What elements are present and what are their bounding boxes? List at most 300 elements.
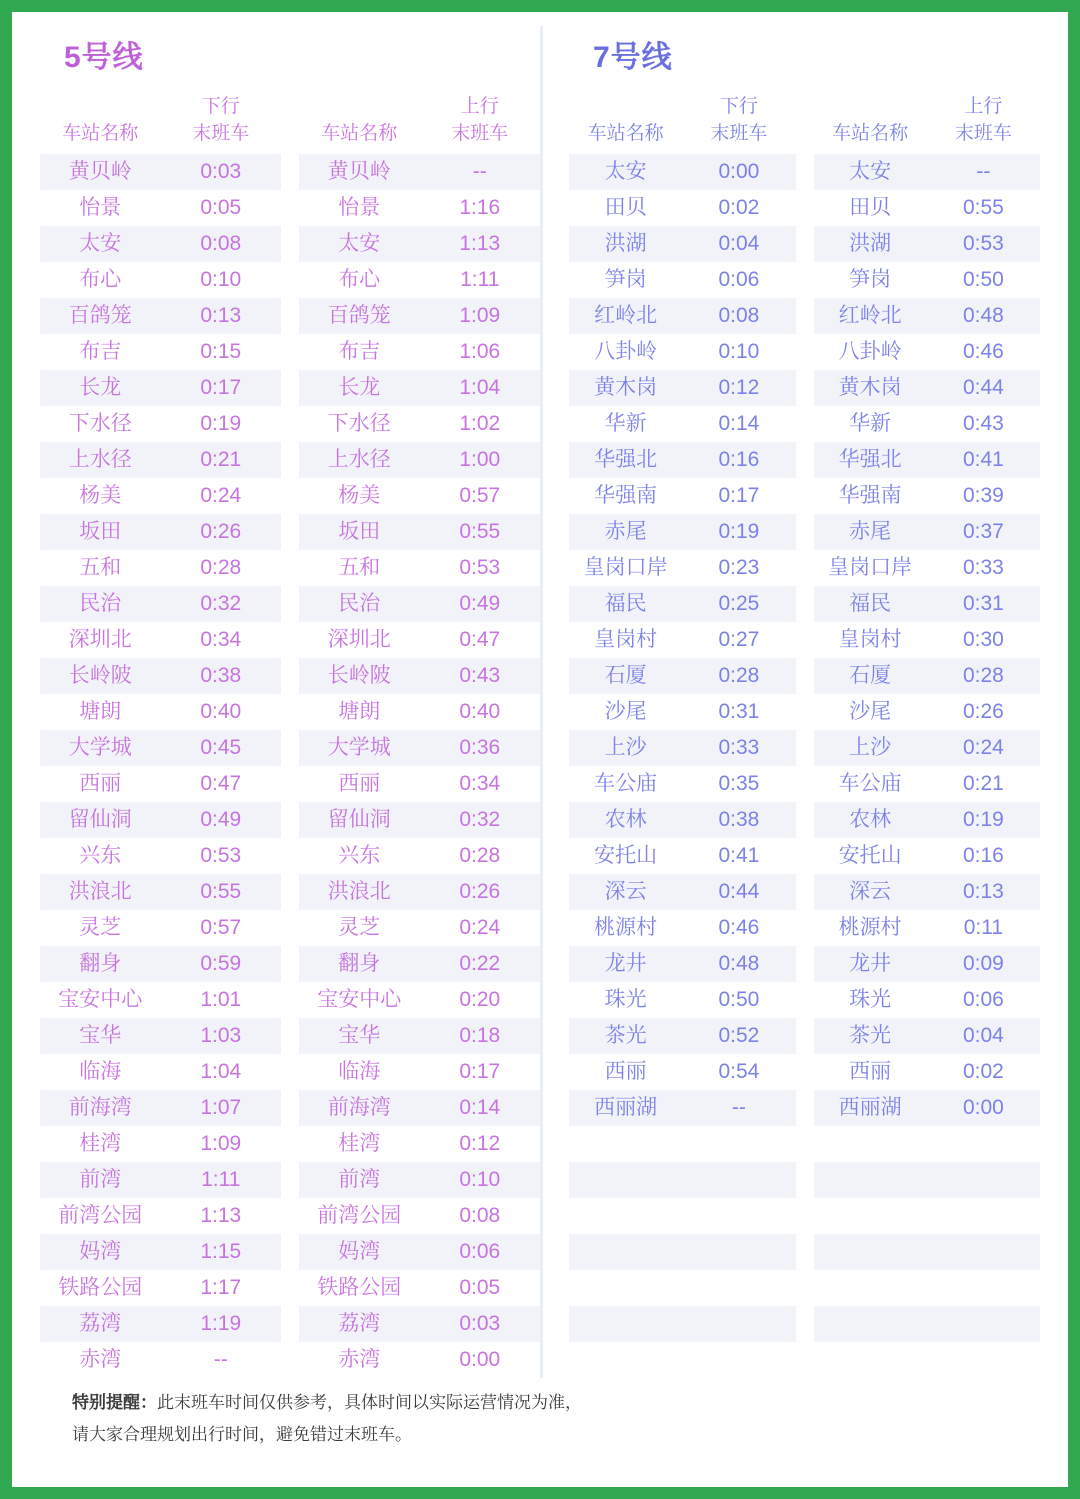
column-gap: [281, 1342, 299, 1378]
last-train-time-down: 0:40: [161, 694, 282, 730]
station-name-down: 茶光: [569, 1018, 682, 1054]
last-train-time-up: 0:43: [420, 658, 541, 694]
last-train-time-up: 0:13: [927, 874, 1040, 910]
table-row: [569, 802, 1040, 838]
station-name-down: 龙井: [569, 946, 682, 982]
table-row: [569, 190, 1040, 226]
last-train-time-down: [682, 1270, 795, 1306]
column-gap: [281, 838, 299, 874]
header-gap-7: [796, 88, 814, 118]
column-gap: [796, 1018, 814, 1054]
last-train-time-up: --: [927, 154, 1040, 190]
column-gap: [281, 622, 299, 658]
last-train-time-down: 0:57: [161, 910, 282, 946]
station-name-down: [569, 1342, 682, 1378]
station-name-down: 妈湾: [40, 1234, 161, 1270]
station-name-up: 妈湾: [299, 1234, 420, 1270]
table-row: [40, 1126, 540, 1162]
last-train-time-down: 0:04: [682, 226, 795, 262]
column-gap: [281, 478, 299, 514]
station-name-up: 下水径: [299, 406, 420, 442]
table-row: [40, 622, 540, 658]
last-train-time-up: 0:02: [927, 1054, 1040, 1090]
last-train-time-up: 0:11: [927, 910, 1040, 946]
table-row: [569, 1342, 1040, 1378]
column-gap: [796, 1306, 814, 1342]
last-train-time-down: 0:13: [161, 298, 282, 334]
last-train-time-down: [682, 1306, 795, 1342]
station-name-down: 杨美: [40, 478, 161, 514]
last-train-time-down: 1:04: [161, 1054, 282, 1090]
last-train-time-down: 0:03: [161, 154, 282, 190]
last-train-time-down: 0:49: [161, 802, 282, 838]
page-border-right: [1068, 0, 1080, 1499]
station-name-up: 珠光: [814, 982, 927, 1018]
station-name-up: 笋岗: [814, 262, 927, 298]
station-name-up: 上沙: [814, 730, 927, 766]
column-gap: [281, 1234, 299, 1270]
station-name-down: 红岭北: [569, 298, 682, 334]
station-name-up: [814, 1306, 927, 1342]
table-row: [569, 442, 1040, 478]
footnote-line-1: [72, 1387, 1008, 1419]
last-train-time-up: 0:00: [420, 1342, 541, 1378]
station-name-up: 宝华: [299, 1018, 420, 1054]
column-gap: [796, 874, 814, 910]
station-name-up: [814, 1198, 927, 1234]
station-name-up: 洪浪北: [299, 874, 420, 910]
page-border-top: [0, 0, 1080, 12]
station-name-down: 安托山: [569, 838, 682, 874]
table-row: [40, 802, 540, 838]
station-name-up: 深云: [814, 874, 927, 910]
last-train-time-up: [927, 1198, 1040, 1234]
last-train-time-up: 0:26: [420, 874, 541, 910]
schedule-table-line7: [569, 88, 1040, 1378]
last-train-time-up: 1:09: [420, 298, 541, 334]
station-name-up: 长龙: [299, 370, 420, 406]
station-name-up: 黄贝岭: [299, 154, 420, 190]
column-gap: [796, 1234, 814, 1270]
station-name-down: 大学城: [40, 730, 161, 766]
station-name-down: 前湾公园: [40, 1198, 161, 1234]
last-train-time-down: 0:23: [682, 550, 795, 586]
station-name-up: 黄木岗: [814, 370, 927, 406]
schedule-body-line5: [40, 154, 540, 1378]
column-gap: [281, 982, 299, 1018]
last-train-time-down: 0:21: [161, 442, 282, 478]
table-row: [40, 694, 540, 730]
table-row: [569, 838, 1040, 874]
column-gap: [281, 1306, 299, 1342]
column-gap: [281, 1090, 299, 1126]
last-train-time-down: 0:35: [682, 766, 795, 802]
last-train-time-up: 0:16: [927, 838, 1040, 874]
table-row: [569, 514, 1040, 550]
last-train-time-up: 0:34: [420, 766, 541, 802]
table-row: [569, 1054, 1040, 1090]
last-train-time-up: [927, 1306, 1040, 1342]
last-train-time-down: 0:32: [161, 586, 282, 622]
station-name-down: 华新: [569, 406, 682, 442]
station-name-down: 民治: [40, 586, 161, 622]
station-name-down: [569, 1234, 682, 1270]
last-train-time-down: --: [161, 1342, 282, 1378]
last-train-time-up: 0:55: [927, 190, 1040, 226]
column-gap: [281, 730, 299, 766]
station-name-down: 农林: [569, 802, 682, 838]
last-train-time-up: 0:14: [420, 1090, 541, 1126]
station-name-down: 车公庙: [569, 766, 682, 802]
last-train-time-up: 0:46: [927, 334, 1040, 370]
table-row: [40, 262, 540, 298]
station-name-up: 西丽: [299, 766, 420, 802]
last-train-time-down: [682, 1198, 795, 1234]
last-train-time-up: 0:00: [927, 1090, 1040, 1126]
table-row: [40, 766, 540, 802]
table-row: [40, 658, 540, 694]
column-gap: [796, 1054, 814, 1090]
table-row: [569, 550, 1040, 586]
column-gap: [281, 190, 299, 226]
last-train-time-up: 0:22: [420, 946, 541, 982]
last-train-time-up: 0:21: [927, 766, 1040, 802]
station-name-up: 百鸽笼: [299, 298, 420, 334]
table-row: [40, 1090, 540, 1126]
column-gap: [796, 982, 814, 1018]
table-row: [40, 514, 540, 550]
last-train-time-down: 0:25: [682, 586, 795, 622]
last-train-time-up: 0:49: [420, 586, 541, 622]
table-row: [569, 658, 1040, 694]
station-name-down: [569, 1162, 682, 1198]
column-gap: [796, 406, 814, 442]
column-gap: [796, 478, 814, 514]
station-name-up: 怡景: [299, 190, 420, 226]
header-lasttrain-down-7: 末班车: [710, 123, 768, 144]
last-train-time-up: 0:41: [927, 442, 1040, 478]
column-gap: [281, 874, 299, 910]
last-train-time-down: 0:26: [161, 514, 282, 550]
column-gap: [281, 1018, 299, 1054]
table-row: [40, 946, 540, 982]
last-train-time-up: 0:17: [420, 1054, 541, 1090]
column-gap: [796, 838, 814, 874]
line-title-5: 5号线: [64, 41, 144, 74]
column-gap: [796, 1126, 814, 1162]
header-lasttrain-down-5: 末班车: [192, 123, 250, 144]
station-name-up: 留仙洞: [299, 802, 420, 838]
station-name-up: 华强北: [814, 442, 927, 478]
station-name-up: 临海: [299, 1054, 420, 1090]
last-train-time-up: 0:24: [927, 730, 1040, 766]
last-train-time-up: 0:47: [420, 622, 541, 658]
station-name-down: 铁路公园: [40, 1270, 161, 1306]
station-name-down: 兴东: [40, 838, 161, 874]
column-gap: [281, 1054, 299, 1090]
last-train-time-down: 0:45: [161, 730, 282, 766]
last-train-time-down: 1:17: [161, 1270, 282, 1306]
station-name-down: 深圳北: [40, 622, 161, 658]
station-name-down: 宝华: [40, 1018, 161, 1054]
table-row: [40, 586, 540, 622]
table-row: [569, 694, 1040, 730]
table-row: [40, 910, 540, 946]
column-gap: [281, 694, 299, 730]
column-gap: [281, 586, 299, 622]
table-row: [569, 406, 1040, 442]
station-name-up: 塘朗: [299, 694, 420, 730]
last-train-time-down: --: [682, 1090, 795, 1126]
last-train-time-down: 0:00: [682, 154, 795, 190]
column-gap: [796, 730, 814, 766]
table-row: [569, 1270, 1040, 1306]
station-name-up: 皇岗村: [814, 622, 927, 658]
table-row: [40, 154, 540, 190]
last-train-time-down: 0:28: [161, 550, 282, 586]
last-train-time-down: 0:06: [682, 262, 795, 298]
footnote-line-2: 请大家合理规划出行时间，避免错过末班车。: [72, 1425, 412, 1444]
column-gap: [796, 514, 814, 550]
page-border-left: [0, 0, 12, 1499]
last-train-time-up: 0:53: [927, 226, 1040, 262]
column-gap: [281, 514, 299, 550]
header-gap2-7: [796, 118, 814, 154]
schedule-body-line7: [569, 154, 1040, 1378]
line-block-5: [40, 26, 540, 1378]
station-name-up: 兴东: [299, 838, 420, 874]
last-train-time-up: 0:48: [927, 298, 1040, 334]
station-name-down: 西丽: [40, 766, 161, 802]
table-row: [569, 226, 1040, 262]
station-name-up: 民治: [299, 586, 420, 622]
table-row: [569, 910, 1040, 946]
line-title-7: 7号线: [593, 41, 673, 74]
table-row: [569, 1126, 1040, 1162]
last-train-time-down: 0:59: [161, 946, 282, 982]
header-spacer-up-5: [299, 88, 420, 118]
column-gap: [281, 766, 299, 802]
station-name-up: 石厦: [814, 658, 927, 694]
last-train-time-up: 0:44: [927, 370, 1040, 406]
last-train-time-up: [927, 1162, 1040, 1198]
station-name-up: 赤尾: [814, 514, 927, 550]
station-name-down: 田贝: [569, 190, 682, 226]
table-row: [40, 550, 540, 586]
last-train-time-up: 0:04: [927, 1018, 1040, 1054]
last-train-time-up: 0:50: [927, 262, 1040, 298]
last-train-time-up: 1:06: [420, 334, 541, 370]
station-name-up: [814, 1270, 927, 1306]
station-name-up: 洪湖: [814, 226, 927, 262]
timetable-columns: [12, 12, 1068, 1378]
column-gap: [281, 334, 299, 370]
last-train-time-up: 0:09: [927, 946, 1040, 982]
table-row: [40, 442, 540, 478]
last-train-time-up: [927, 1234, 1040, 1270]
header-station-down-7: 车站名称: [587, 123, 664, 144]
table-row: [40, 1054, 540, 1090]
last-train-time-down: 0:17: [682, 478, 795, 514]
column-gap: [281, 1270, 299, 1306]
last-train-time-down: 0:05: [161, 190, 282, 226]
column-gap: [796, 1162, 814, 1198]
station-name-down: 赤湾: [40, 1342, 161, 1378]
table-row: [569, 1018, 1040, 1054]
last-train-time-down: 0:47: [161, 766, 282, 802]
last-train-time-up: 1:11: [420, 262, 541, 298]
last-train-time-up: 0:30: [927, 622, 1040, 658]
header-spacer-down-5: [40, 88, 161, 118]
table-row: [40, 370, 540, 406]
table-row: [569, 586, 1040, 622]
station-name-up: 前湾公园: [299, 1198, 420, 1234]
last-train-time-down: 1:07: [161, 1090, 282, 1126]
header-spacer-down-7: [569, 88, 682, 118]
table-row: [569, 334, 1040, 370]
header-direction-down-5: 下行: [201, 96, 240, 117]
last-train-time-down: 0:52: [682, 1018, 795, 1054]
station-name-up: 翻身: [299, 946, 420, 982]
schedule-table-line5: [40, 88, 540, 1378]
station-name-up: [814, 1162, 927, 1198]
station-name-down: 黄木岗: [569, 370, 682, 406]
station-name-up: 农林: [814, 802, 927, 838]
table-row: [569, 298, 1040, 334]
station-name-down: 下水径: [40, 406, 161, 442]
header-station-down-5: 车站名称: [62, 123, 139, 144]
station-name-down: 百鸽笼: [40, 298, 161, 334]
station-name-down: 太安: [40, 226, 161, 262]
header-lasttrain-up-7: 末班车: [954, 123, 1012, 144]
column-gap: [796, 766, 814, 802]
column-gap: [796, 370, 814, 406]
station-name-up: 五和: [299, 550, 420, 586]
last-train-time-down: 0:54: [682, 1054, 795, 1090]
column-gap: [796, 334, 814, 370]
table-row: [40, 190, 540, 226]
station-name-up: 安托山: [814, 838, 927, 874]
station-name-up: 坂田: [299, 514, 420, 550]
table-row: [569, 370, 1040, 406]
station-name-down: 太安: [569, 154, 682, 190]
station-name-down: 上沙: [569, 730, 682, 766]
header-direction-down-7: 下行: [719, 96, 758, 117]
last-train-time-up: 0:05: [420, 1270, 541, 1306]
station-name-down: 长岭陂: [40, 658, 161, 694]
column-gap: [281, 1126, 299, 1162]
column-gap: [796, 226, 814, 262]
column-gap: [281, 442, 299, 478]
header-direction-up-7: 上行: [964, 96, 1003, 117]
table-row: [569, 478, 1040, 514]
last-train-time-down: 0:55: [161, 874, 282, 910]
station-name-up: 布心: [299, 262, 420, 298]
station-name-up: 红岭北: [814, 298, 927, 334]
station-name-up: 西丽: [814, 1054, 927, 1090]
station-name-down: 怡景: [40, 190, 161, 226]
last-train-time-down: 1:03: [161, 1018, 282, 1054]
station-name-up: 华强南: [814, 478, 927, 514]
column-gap: [281, 154, 299, 190]
line-block-7: [540, 26, 1040, 1378]
last-train-time-down: 0:46: [682, 910, 795, 946]
table-row: [569, 1234, 1040, 1270]
station-name-up: 西丽湖: [814, 1090, 927, 1126]
last-train-time-down: 0:28: [682, 658, 795, 694]
table-row: [40, 334, 540, 370]
last-train-time-down: 0:16: [682, 442, 795, 478]
last-train-time-down: 0:02: [682, 190, 795, 226]
station-name-down: 灵芝: [40, 910, 161, 946]
column-gap: [281, 406, 299, 442]
last-train-time-up: 1:00: [420, 442, 541, 478]
last-train-time-down: 0:50: [682, 982, 795, 1018]
station-name-up: [814, 1342, 927, 1378]
column-gap: [796, 802, 814, 838]
station-name-up: 杨美: [299, 478, 420, 514]
station-name-up: 福民: [814, 586, 927, 622]
column-gap: [796, 1342, 814, 1378]
last-train-time-up: 0:24: [420, 910, 541, 946]
last-train-time-down: [682, 1162, 795, 1198]
table-row: [569, 622, 1040, 658]
header-station-up-5: 车站名称: [321, 123, 398, 144]
station-name-down: 石厦: [569, 658, 682, 694]
footnote-lead: 特别提醒：: [72, 1393, 157, 1412]
last-train-time-down: 0:08: [161, 226, 282, 262]
footnote-text-1: 此末班车时间仅供参考，具体时间以实际运营情况为准，: [157, 1393, 582, 1412]
station-name-down: 皇岗口岸: [569, 550, 682, 586]
last-train-time-up: 0:57: [420, 478, 541, 514]
last-train-time-up: 0:28: [927, 658, 1040, 694]
last-train-time-down: 0:27: [682, 622, 795, 658]
station-name-up: 铁路公园: [299, 1270, 420, 1306]
station-name-up: 长岭陂: [299, 658, 420, 694]
last-train-time-down: 0:48: [682, 946, 795, 982]
header-spacer-up-7: [814, 88, 927, 118]
last-train-time-down: 0:34: [161, 622, 282, 658]
header-gap2-5: [281, 118, 299, 154]
station-name-down: 洪湖: [569, 226, 682, 262]
last-train-time-up: 1:13: [420, 226, 541, 262]
last-train-time-down: [682, 1342, 795, 1378]
station-name-down: 长龙: [40, 370, 161, 406]
last-train-time-down: 0:14: [682, 406, 795, 442]
column-gap: [281, 550, 299, 586]
table-row: [40, 1270, 540, 1306]
station-name-down: 沙尾: [569, 694, 682, 730]
station-name-down: 五和: [40, 550, 161, 586]
last-train-time-down: 0:31: [682, 694, 795, 730]
page-border-bottom: [0, 1487, 1080, 1499]
column-gap: [281, 370, 299, 406]
table-row: [40, 1162, 540, 1198]
table-row: [569, 730, 1040, 766]
station-name-up: 华新: [814, 406, 927, 442]
table-row: [40, 478, 540, 514]
station-name-down: 深云: [569, 874, 682, 910]
station-name-down: 华强南: [569, 478, 682, 514]
footnote: [12, 1387, 1068, 1451]
station-name-up: 龙井: [814, 946, 927, 982]
station-name-down: 黄贝岭: [40, 154, 161, 190]
station-name-up: 布吉: [299, 334, 420, 370]
last-train-time-down: [682, 1234, 795, 1270]
last-train-time-down: 0:10: [161, 262, 282, 298]
last-train-time-up: 0:18: [420, 1018, 541, 1054]
last-train-time-up: [927, 1342, 1040, 1378]
